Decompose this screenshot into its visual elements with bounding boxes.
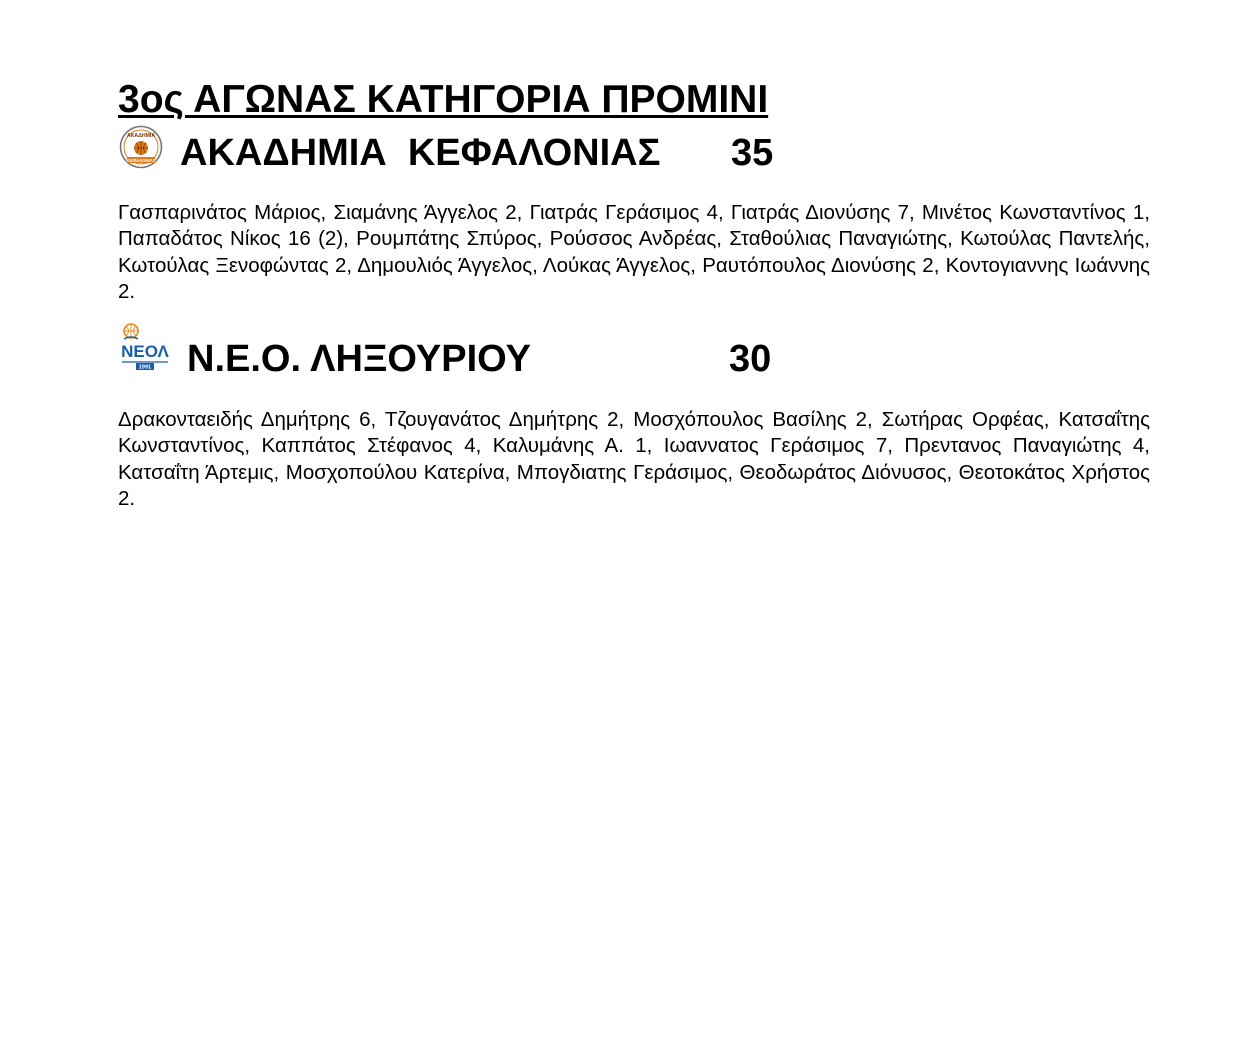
team-score: 30 [729, 338, 772, 380]
neol-logo-icon [120, 322, 172, 372]
logo-text-top: ΑΚΑΔΗΜΙΑ [126, 133, 156, 139]
team-score: 35 [731, 132, 774, 174]
akadimia-kefalonias-logo-icon [119, 124, 163, 170]
team-name: ΑΚΑΔΗΜΙΑ ΚΕΦΑΛΟΝΙΑΣ [180, 132, 661, 174]
team-roster: Δρακονταειδής Δημήτρης 6, Τζουγανάτος Δημήτρης 2, Μοσχόπουλος Βασίλης 2, Σωτήρας Ορφέας, Κατσαΐτης Κωνσταντίνος, Καππάτος Στέφανος 4, Καλυμάνης Α. 1, Ιωαννατος Γεράσιμος 7, Πρεντανος Παναγιώτης 4, Κατσαΐτη Άρτεμις, Μοσχοπούλου Κατερίνα, Μπογδιατης Γεράσιμος, Θεοδωράτος Διόνυσος, Θεοτοκάτος Χρήστος 2. [118, 408, 1150, 511]
team-name: Ν.Ε.Ο. ΛΗΞΟΥΡΙΟΥ [187, 338, 532, 380]
page-title: 3ος ΑΓΩΝΑΣ ΚΑΤΗΓΟΡΙΑ ΠΡΟΜΙΝΙ [118, 78, 769, 121]
logo-text-bottom: ΚΕΦΑΛΟΝΙΑΣ [126, 157, 156, 163]
team-header-akadimia [118, 124, 1150, 176]
team-roster: Γασπαρινάτος Μάριος, Σιαμάνης Άγγελος 2, Γιατράς Γεράσιμος 4, Γιατράς Διονύσης 7, Μινέτος Κωνσταντίνος 1, Παπαδάτος Νίκος 16 (2), Ρουμπάτης Σπύρος, Ρούσσος Ανδρέας, Σταθούλιας Παναγιώτης, Κωτούλας Παντελής, Κωτούλας Ξενοφώντας 2, Δημουλιός Άγγελος, Λούκας Άγγελος, Ραυτόπουλος Διονύσης 2, Κοντογιαννης Ιωάννης 2. [118, 201, 1150, 304]
logo-text: ΝΕΟΛ [121, 342, 169, 361]
logo-year: 1991 [138, 364, 152, 371]
team-header-neol [118, 322, 1150, 380]
